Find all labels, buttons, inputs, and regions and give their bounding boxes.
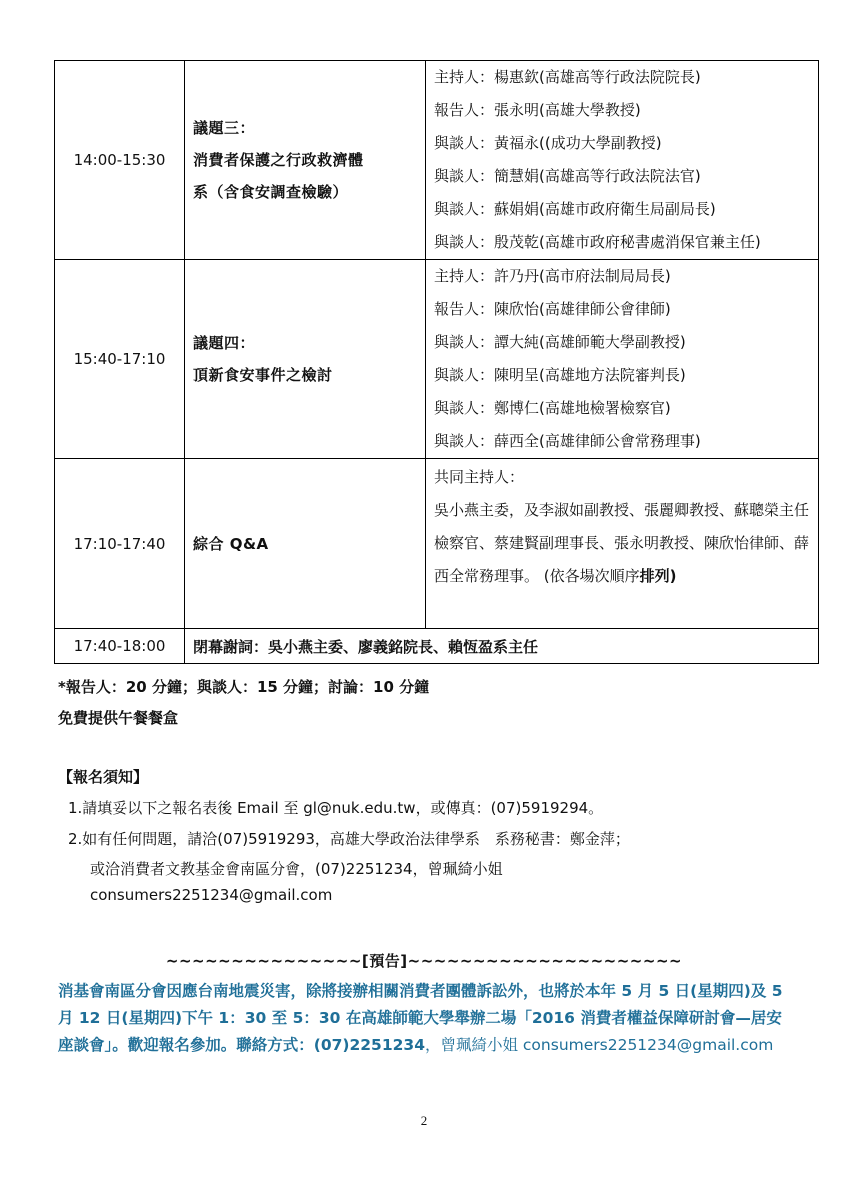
registration-item-2-cont: 或洽消費者文教基金會南區分會，(07)2251234，曾珮綺小姐	[90, 860, 503, 878]
person-entry: 與談人：陳明呈(高雄地方法院審判長)	[434, 366, 686, 384]
topic-title: 議題四：	[193, 334, 256, 352]
topic-title: 議題三：	[193, 119, 256, 137]
person-entry: 與談人：簡慧娟(高雄高等行政法院法官)	[434, 167, 701, 185]
cohost-note-bold: 排列)	[639, 567, 677, 585]
person-entry: 與談人：黃福永((成功大學副教授)	[434, 134, 662, 152]
preview-body-bold: 消基會南區分會因應台南地震災害，除將接辦相關消費者團體訴訟外，也將於本年 5 月 5 日(星期四)及 5 月 12 日(星期四)下午 1：30 至 5：30 在高雄師範大學舉辦二場「2016 消費者權益保障研討會—居安座談會」。歡迎報名參加。聯絡方式：(07)2251234	[58, 982, 783, 1054]
time-cell: 17:40-18:00	[55, 629, 185, 664]
registration-email[interactable]: consumers2251234@gmail.com	[90, 886, 333, 904]
registration-item-1: 1.請填妥以下之報名表後 Email 至 gl@nuk.edu.tw，或傳真：(07)5919294。	[68, 799, 604, 817]
topic-line: 頂新食安事件之檢討	[193, 366, 333, 384]
closing-remarks: 閉幕謝詞：吳小燕主委、廖義銘院長、賴恆盈系主任	[185, 629, 819, 664]
schedule-row	[55, 61, 819, 260]
time-cell: 14:00-15:30	[55, 61, 185, 260]
person-entry: 報告人：張永明(高雄大學教授)	[434, 101, 641, 119]
topic-line: 消費者保護之行政救濟體	[193, 151, 364, 169]
cohost-block	[434, 459, 812, 623]
cohost-text	[434, 494, 812, 593]
person-entry: 與談人：鄭博仁(高雄地檢署檢察官)	[434, 399, 671, 417]
people-cell	[426, 61, 819, 260]
person-entry: 與談人：薛西全(高雄律師公會常務理事)	[434, 432, 701, 450]
schedule-table	[54, 60, 819, 664]
topic-line: 系（含食安調查檢驗）	[193, 183, 349, 201]
schedule-row	[55, 629, 819, 664]
cohost-label: 共同主持人：	[434, 468, 525, 486]
preview-body	[58, 978, 788, 1059]
schedule-row	[55, 260, 819, 459]
lunch-note: 免費提供午餐餐盒	[58, 709, 179, 727]
preview-header: ~~~~~~~~~~~~~~~[預告]~~~~~~~~~~~~~~~~~~~~~	[165, 952, 683, 970]
schedule-row	[55, 459, 819, 629]
person-entry: 與談人：殷茂乾(高雄市政府秘書處消保官兼主任)	[434, 233, 761, 251]
people-cell	[426, 260, 819, 459]
topic-title: 綜合 Q&A	[193, 534, 269, 553]
person-entry: 與談人：蘇娟娟(高雄市政府衛生局副局長)	[434, 200, 716, 218]
person-entry: 報告人：陳欣怡(高雄律師公會律師)	[434, 300, 671, 318]
registration-item-2: 2.如有任何問題，請洽(07)5919293，高雄大學政治法律學系 系務秘書：鄭金萍；	[68, 830, 630, 848]
preview-body-rest: ，曾珮綺小姐 consumers2251234@gmail.com	[424, 1036, 774, 1054]
people-cell	[426, 459, 819, 629]
cohost-note: (依各場次順序	[539, 567, 640, 585]
time-cell: 15:40-17:10	[55, 260, 185, 459]
person-entry: 主持人：楊惠欽(高雄高等行政法院院長)	[434, 68, 701, 86]
topic-cell	[185, 459, 426, 629]
registration-title: 【報名須知】	[58, 768, 149, 786]
topic-cell	[185, 61, 426, 260]
page-number: 2	[420, 1113, 428, 1128]
person-entry: 主持人：許乃丹(高市府法制局局長)	[434, 267, 671, 285]
timing-note: *報告人：20 分鐘；與談人：15 分鐘；討論：10 分鐘	[58, 678, 430, 696]
time-cell: 17:10-17:40	[55, 459, 185, 629]
cohost-names: 吳小燕主委，及李淑如副教授、張麗卿教授、蘇聰榮主任檢察官、蔡建賢副理事長、張永明教授、陳欣怡律師、薛西全常務理事。	[434, 501, 810, 585]
topic-cell	[185, 260, 426, 459]
person-entry: 與談人：譚大純(高雄師範大學副教授)	[434, 333, 686, 351]
